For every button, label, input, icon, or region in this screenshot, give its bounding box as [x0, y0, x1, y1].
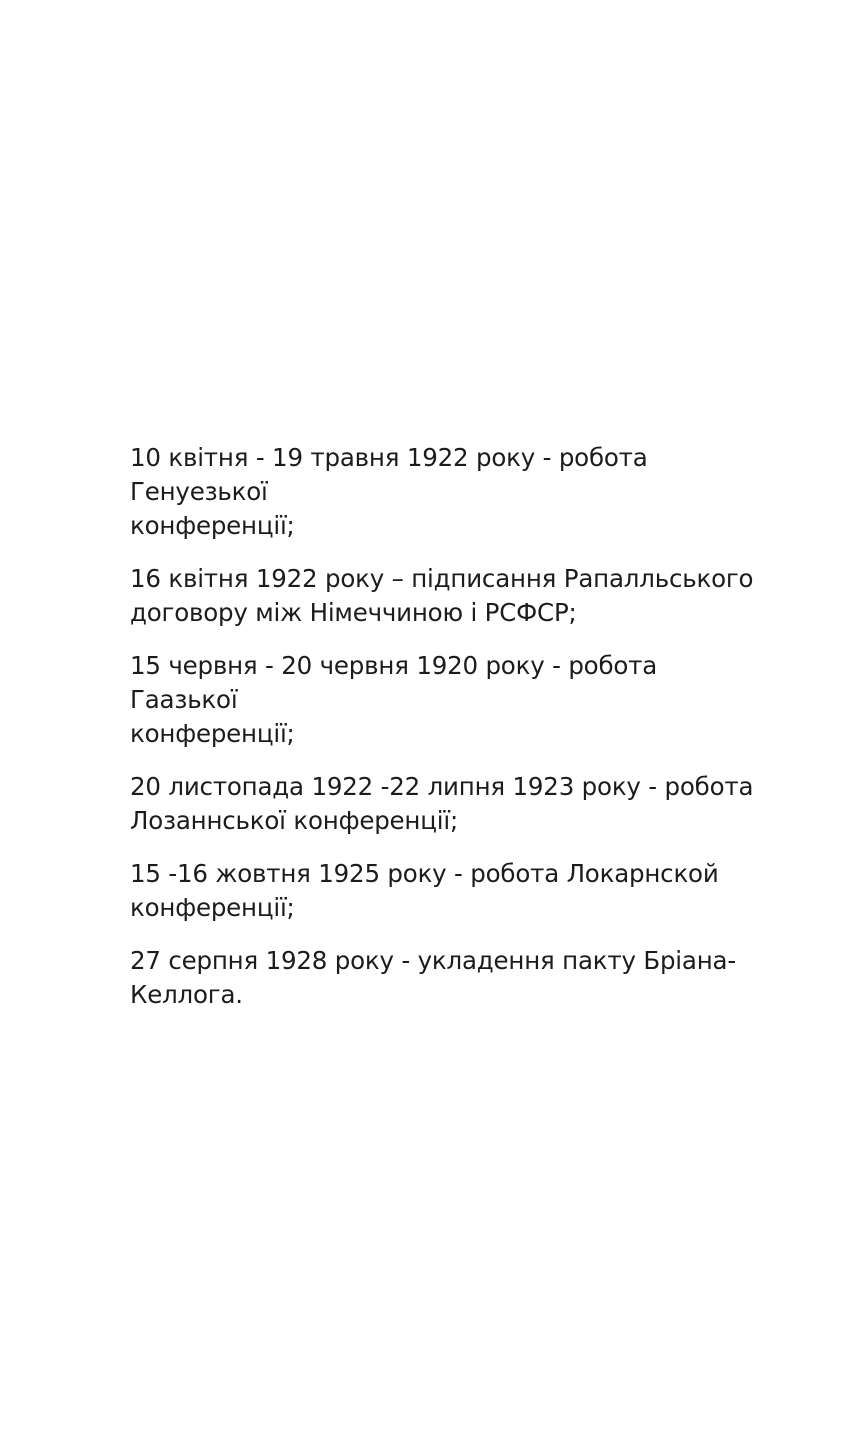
event-line: Лозаннської конференції; — [130, 806, 458, 835]
event-line: конференції; — [130, 719, 295, 748]
event-rapallo-treaty — [130, 562, 770, 630]
event-kellogg-briand-pact — [130, 944, 770, 1012]
event-line: Келлога. — [130, 980, 243, 1009]
event-line: 20 листопада 1922 -22 липня 1923 року - робота — [130, 772, 754, 801]
event-lausanne-conference — [130, 770, 770, 838]
event-line: 15 червня - 20 червня 1920 року - робота Гаазької — [130, 651, 658, 714]
event-line: 15 -16 жовтня 1925 року - робота Локарнской — [130, 859, 719, 888]
event-line: договору між Німеччиною і РСФСР; — [130, 598, 577, 627]
event-line: 16 квітня 1922 року – підписання Рапалльського — [130, 564, 754, 593]
event-genoa-conference — [130, 441, 770, 543]
event-list — [130, 441, 770, 1031]
event-line: конференції; — [130, 511, 295, 540]
event-line: 10 квітня - 19 травня 1922 року - робота Генуезької — [130, 443, 648, 506]
event-locarno-conference — [130, 857, 770, 925]
event-line: конференції; — [130, 893, 295, 922]
event-line: 27 серпня 1928 року - укладення пакту Бріана- — [130, 946, 737, 975]
event-hague-conference — [130, 649, 770, 751]
